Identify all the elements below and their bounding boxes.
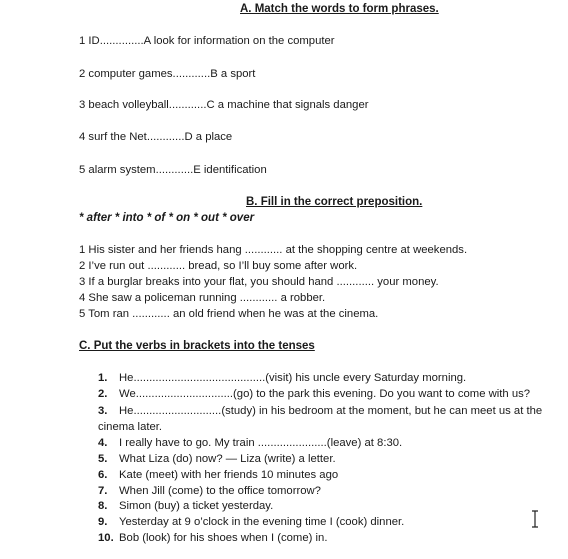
item-number: 4. (98, 437, 108, 449)
item-number: 7. (98, 485, 108, 497)
item-text: I really have to go. My train ......................(leave) at 8:30. (119, 437, 403, 449)
section-c-item-3 (98, 403, 560, 435)
section-c-item-1 (98, 372, 560, 384)
item-number: 1. (98, 372, 108, 384)
section-c-item-5 (98, 453, 560, 465)
section-c-title: C. Put the verbs in brackets into the tenses (79, 340, 315, 352)
section-a-item-2: 2 computer games............B a sport (79, 68, 256, 80)
section-c-item-8 (98, 500, 560, 512)
item-number: 3. (98, 405, 108, 417)
preposition-options: * after * into * of * on * out * over (79, 212, 255, 224)
item-text: Bob (look) for his shoes when I (come) in. (119, 532, 328, 544)
section-c-item-7 (98, 485, 560, 497)
item-text: What Liza (do) now? — Liza (write) a letter. (119, 453, 336, 465)
section-c-item-9 (98, 516, 560, 528)
item-text: Simon (buy) a ticket yesterday. (119, 500, 274, 512)
section-c-item-4 (98, 437, 560, 449)
section-b-item-4: 4 She saw a policeman running ............ a robber. (79, 292, 326, 304)
section-a-item-4: 4 surf the Net............D a place (79, 131, 233, 143)
section-b-item-2: 2 I’ve run out ............ bread, so I’ll buy some after work. (79, 260, 358, 272)
section-b-item-1: 1 His sister and her friends hang ............ at the shopping centre at weekends. (79, 244, 468, 256)
section-a-item-3: 3 beach volleyball............C a machine that signals danger (79, 99, 369, 111)
section-b-item-3: 3 If a burglar breaks into your flat, you should hand ............ your money. (79, 276, 439, 288)
item-text: When Jill (come) to the office tomorrow? (119, 485, 321, 497)
item-number: 10. (98, 532, 114, 544)
item-text: Yesterday at 9 o’clock in the evening time I (cook) dinner. (119, 516, 405, 528)
item-text: He............................(study) in his bedroom at the moment, but he can meet us at the cinema later. (98, 405, 543, 433)
text-cursor-icon (530, 510, 540, 528)
section-c-item-10 (98, 532, 560, 544)
section-c-item-6 (98, 469, 560, 481)
item-number: 8. (98, 500, 108, 512)
item-number: 2. (98, 388, 108, 400)
section-b-title: B. Fill in the correct preposition. (246, 196, 423, 208)
section-a-title: A. Match the words to form phrases. (240, 3, 439, 15)
section-c-item-2 (98, 388, 560, 400)
item-text: Kate (meet) with her friends 10 minutes ago (119, 469, 339, 481)
section-a-item-1: 1 ID..............A look for information on the computer (79, 35, 335, 47)
item-text: He..........................................(visit) his uncle every Saturday morning. (119, 372, 467, 384)
section-a-item-5: 5 alarm system............E identification (79, 164, 267, 176)
item-number: 9. (98, 516, 108, 528)
section-b-item-5: 5 Tom ran ............ an old friend when he was at the cinema. (79, 308, 379, 320)
item-number: 5. (98, 453, 108, 465)
item-number: 6. (98, 469, 108, 481)
item-text: We...............................(go) to the park this evening. Do you want to come with us? (119, 388, 531, 400)
